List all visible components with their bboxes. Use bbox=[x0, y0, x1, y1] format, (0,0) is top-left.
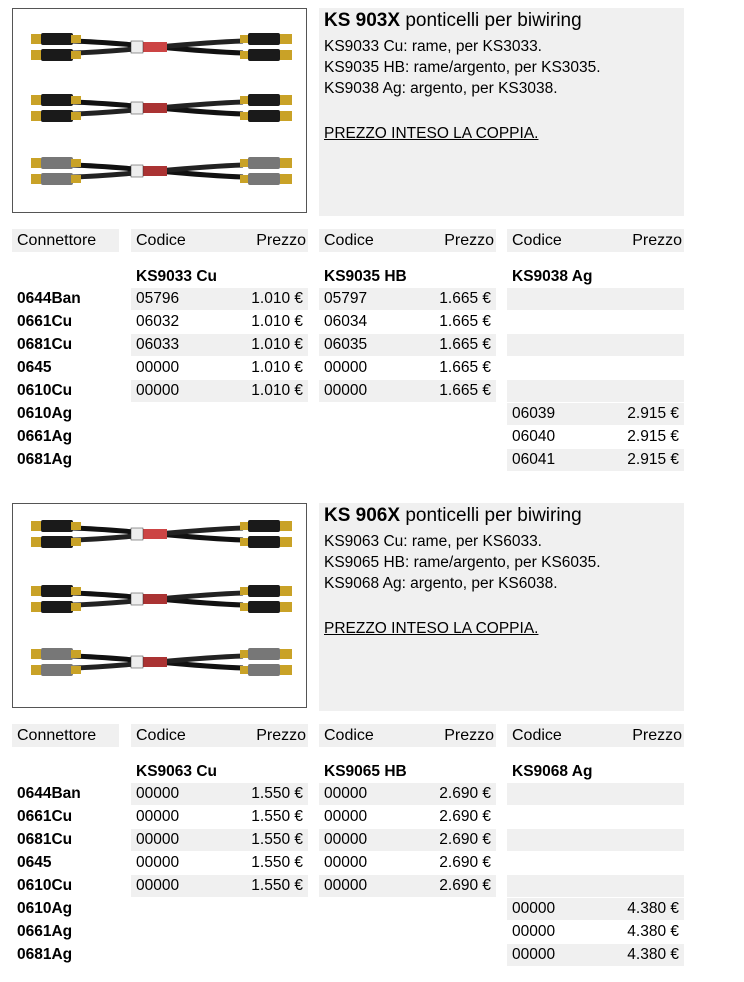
item-code: 00000 bbox=[136, 877, 180, 894]
price-cell bbox=[131, 357, 308, 379]
item-price: 2.915 € bbox=[627, 405, 679, 422]
item-code: 06032 bbox=[136, 313, 180, 330]
item-price: 4.380 € bbox=[627, 900, 679, 917]
item-price: 1.550 € bbox=[251, 785, 303, 802]
item-price: 4.380 € bbox=[627, 946, 679, 963]
price-cell bbox=[131, 875, 308, 897]
item-price: 1.010 € bbox=[251, 359, 303, 376]
price-cell bbox=[319, 829, 496, 851]
header-codice-label: Codice bbox=[136, 727, 186, 744]
item-code: 00000 bbox=[324, 808, 368, 825]
item-price: 2.690 € bbox=[439, 808, 491, 825]
item-code: 00000 bbox=[324, 854, 368, 871]
price-cell bbox=[319, 288, 496, 310]
header-prezzo-label: Prezzo bbox=[444, 727, 494, 744]
price-cell bbox=[507, 898, 684, 920]
connector-label: 0645 bbox=[17, 359, 52, 376]
header-prezzo-label: Prezzo bbox=[256, 727, 306, 744]
price-cell bbox=[319, 334, 496, 356]
connector-label: 0681Cu bbox=[17, 336, 73, 353]
group-name: KS9065 HB bbox=[324, 763, 407, 780]
header-connettore bbox=[12, 724, 119, 747]
empty-cell bbox=[507, 783, 684, 805]
price-cell bbox=[319, 806, 496, 828]
item-code: 00000 bbox=[512, 900, 556, 917]
product-variant-line: KS9063 Cu: rame, per KS6033. bbox=[324, 533, 542, 550]
item-code: 00000 bbox=[324, 382, 368, 399]
header-codice-prezzo bbox=[319, 229, 496, 252]
price-cell bbox=[507, 449, 684, 471]
header-connettore bbox=[12, 229, 119, 252]
header-codice-label: Codice bbox=[324, 727, 374, 744]
item-code: 06035 bbox=[324, 336, 368, 353]
item-price: 1.665 € bbox=[439, 336, 491, 353]
item-code: 00000 bbox=[136, 808, 180, 825]
price-cell bbox=[319, 783, 496, 805]
item-price: 1.550 € bbox=[251, 808, 303, 825]
group-name: KS9033 Cu bbox=[136, 268, 217, 285]
item-code: 00000 bbox=[324, 785, 368, 802]
price-note: PREZZO INTESO LA COPPIA. bbox=[324, 620, 539, 637]
item-price: 1.550 € bbox=[251, 854, 303, 871]
product-photo bbox=[12, 8, 307, 213]
product-title-code: KS 906X bbox=[324, 505, 401, 526]
item-code: 00000 bbox=[136, 382, 180, 399]
price-cell bbox=[131, 334, 308, 356]
product-variant-line: KS9068 Ag: argento, per KS6038. bbox=[324, 575, 558, 592]
item-price: 2.690 € bbox=[439, 831, 491, 848]
header-prezzo-label: Prezzo bbox=[632, 232, 682, 249]
item-code: 05796 bbox=[136, 290, 180, 307]
price-cell bbox=[319, 852, 496, 874]
product-photo bbox=[12, 503, 307, 708]
connector-label: 0610Cu bbox=[17, 877, 73, 894]
item-price: 2.690 € bbox=[439, 785, 491, 802]
price-cell bbox=[507, 944, 684, 966]
item-price: 1.665 € bbox=[439, 313, 491, 330]
connector-label: 0681Ag bbox=[17, 451, 73, 468]
connector-label: 0645 bbox=[17, 854, 52, 871]
product-title-desc: ponticelli per biwiring bbox=[400, 10, 582, 31]
header-prezzo-label: Prezzo bbox=[256, 232, 306, 249]
price-cell bbox=[131, 288, 308, 310]
group-name: KS9038 Ag bbox=[512, 268, 593, 285]
product-title-code: KS 903X bbox=[324, 10, 401, 31]
connector-label: 0610Cu bbox=[17, 382, 73, 399]
group-name: KS9035 HB bbox=[324, 268, 407, 285]
connector-label: 0661Cu bbox=[17, 808, 73, 825]
header-codice-label: Codice bbox=[136, 232, 186, 249]
group-name: KS9068 Ag bbox=[512, 763, 593, 780]
item-price: 1.010 € bbox=[251, 290, 303, 307]
connector-label: 0661Ag bbox=[17, 428, 73, 445]
header-connettore-label: Connettore bbox=[17, 232, 97, 249]
header-codice-prezzo bbox=[131, 229, 308, 252]
empty-cell bbox=[507, 288, 684, 310]
header-codice-prezzo bbox=[507, 229, 684, 252]
item-code: 06033 bbox=[136, 336, 180, 353]
product-variant-line: KS9065 HB: rame/argento, per KS6035. bbox=[324, 554, 601, 571]
price-cell bbox=[319, 311, 496, 333]
item-code: 00000 bbox=[512, 946, 556, 963]
connector-label: 0681Cu bbox=[17, 831, 73, 848]
price-cell bbox=[319, 380, 496, 402]
item-price: 1.010 € bbox=[251, 382, 303, 399]
empty-cell bbox=[507, 829, 684, 851]
header-codice-prezzo bbox=[507, 724, 684, 747]
product-title bbox=[324, 505, 582, 527]
product-variant-line: KS9038 Ag: argento, per KS3038. bbox=[324, 80, 558, 97]
item-code: 06039 bbox=[512, 405, 556, 422]
item-price: 1.665 € bbox=[439, 382, 491, 399]
product-variant-line: KS9033 Cu: rame, per KS3033. bbox=[324, 38, 542, 55]
price-cell bbox=[131, 852, 308, 874]
header-prezzo-label: Prezzo bbox=[444, 232, 494, 249]
item-code: 00000 bbox=[136, 785, 180, 802]
item-code: 00000 bbox=[512, 923, 556, 940]
item-code: 06040 bbox=[512, 428, 556, 445]
item-code: 06041 bbox=[512, 451, 556, 468]
price-cell bbox=[507, 921, 684, 943]
header-connettore-label: Connettore bbox=[17, 727, 97, 744]
item-price: 1.550 € bbox=[251, 877, 303, 894]
price-cell bbox=[131, 783, 308, 805]
price-cell bbox=[319, 875, 496, 897]
connector-label: 0610Ag bbox=[17, 405, 73, 422]
empty-cell bbox=[507, 875, 684, 897]
item-price: 1.010 € bbox=[251, 336, 303, 353]
item-price: 1.010 € bbox=[251, 313, 303, 330]
item-price: 2.915 € bbox=[627, 451, 679, 468]
item-price: 2.690 € bbox=[439, 854, 491, 871]
connector-label: 0644Ban bbox=[17, 785, 81, 802]
item-price: 1.665 € bbox=[439, 359, 491, 376]
price-cell bbox=[131, 311, 308, 333]
price-cell bbox=[319, 357, 496, 379]
item-code: 00000 bbox=[136, 359, 180, 376]
connector-label: 0644Ban bbox=[17, 290, 81, 307]
price-cell bbox=[507, 426, 684, 448]
header-codice-label: Codice bbox=[512, 232, 562, 249]
price-note: PREZZO INTESO LA COPPIA. bbox=[324, 125, 539, 142]
item-code: 00000 bbox=[324, 877, 368, 894]
header-codice-label: Codice bbox=[512, 727, 562, 744]
product-title-desc: ponticelli per biwiring bbox=[400, 505, 582, 526]
item-price: 1.550 € bbox=[251, 831, 303, 848]
connector-label: 0681Ag bbox=[17, 946, 73, 963]
product-info-box bbox=[319, 503, 684, 711]
item-code: 06034 bbox=[324, 313, 368, 330]
item-code: 00000 bbox=[324, 831, 368, 848]
item-price: 1.665 € bbox=[439, 290, 491, 307]
item-code: 05797 bbox=[324, 290, 368, 307]
price-cell bbox=[507, 403, 684, 425]
connector-label: 0661Ag bbox=[17, 923, 73, 940]
product-info-box bbox=[319, 8, 684, 216]
empty-cell bbox=[507, 334, 684, 356]
product-variant-line: KS9035 HB: rame/argento, per KS3035. bbox=[324, 59, 601, 76]
group-name: KS9063 Cu bbox=[136, 763, 217, 780]
header-codice-label: Codice bbox=[324, 232, 374, 249]
item-code: 00000 bbox=[136, 831, 180, 848]
item-price: 2.915 € bbox=[627, 428, 679, 445]
price-cell bbox=[131, 806, 308, 828]
header-codice-prezzo bbox=[131, 724, 308, 747]
header-codice-prezzo bbox=[319, 724, 496, 747]
header-prezzo-label: Prezzo bbox=[632, 727, 682, 744]
price-cell bbox=[131, 380, 308, 402]
item-price: 2.690 € bbox=[439, 877, 491, 894]
item-code: 00000 bbox=[136, 854, 180, 871]
price-cell bbox=[131, 829, 308, 851]
product-title bbox=[324, 10, 582, 32]
connector-label: 0661Cu bbox=[17, 313, 73, 330]
empty-cell bbox=[507, 380, 684, 402]
item-code: 00000 bbox=[324, 359, 368, 376]
item-price: 4.380 € bbox=[627, 923, 679, 940]
connector-label: 0610Ag bbox=[17, 900, 73, 917]
